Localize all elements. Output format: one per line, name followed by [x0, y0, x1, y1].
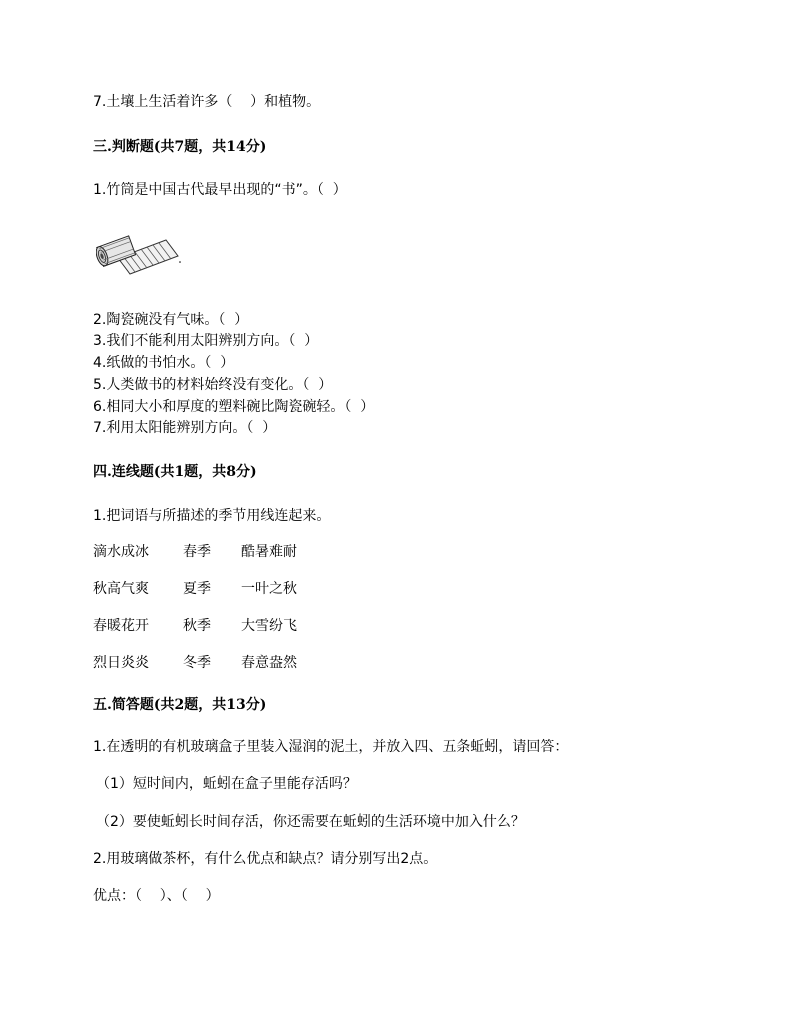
- idiom-right: 一叶之秋: [241, 581, 297, 597]
- judge-question-7: 7.利用太阳能辨别方向。（ ）: [93, 420, 277, 436]
- judge-question-4: 4.纸做的书怕水。（ ）: [93, 355, 235, 371]
- question-7-soil: 7.土壤上生活着许多（ ）和植物。: [93, 94, 321, 110]
- judge-question-2: 2.陶瓷碗没有气味。（ ）: [93, 312, 249, 328]
- judge-question-1: 1.竹筒是中国古代最早出现的“书”。（ ）: [93, 182, 347, 198]
- season: 春季: [183, 544, 211, 560]
- idiom-right: 春意盎然: [241, 655, 297, 671]
- season: 夏季: [183, 581, 211, 597]
- idiom-left: 秋高气爽: [93, 581, 149, 597]
- idiom-left: 春暖花开: [93, 618, 149, 634]
- matching-question-1: 1.把词语与所描述的季节用线连起来。: [93, 508, 331, 524]
- section-5-heading: 五.简答题(共2题，共13分): [93, 697, 267, 713]
- judge-question-3: 3.我们不能利用太阳辨别方向。（ ）: [93, 333, 319, 349]
- short-answer-question-1: 1.在透明的有机玻璃盒子里装入湿润的泥土，并放入四、五条蚯蚓，请回答：: [93, 739, 569, 755]
- judge-question-5: 5.人类做书的材料始终没有变化。（ ）: [93, 377, 333, 393]
- section-4-heading: 四.连线题(共1题，共8分): [93, 464, 257, 480]
- section-3-heading: 三.判断题(共7题，共14分): [93, 139, 267, 155]
- sub-question-1: （1）短时间内，蚯蚓在盒子里能存活吗？: [96, 776, 357, 792]
- bamboo-scroll-icon: [96, 228, 182, 280]
- advantages-answer: 优点：（ ）、（ ）: [93, 888, 220, 904]
- sub-question-2: （2）要使蚯蚓长时间存活，你还需要在蚯蚓的生活环境中加入什么？: [96, 814, 525, 830]
- idiom-left: 滴水成冰: [93, 544, 149, 560]
- idiom-right: 大雪纷飞: [241, 618, 297, 634]
- season: 冬季: [183, 655, 211, 671]
- season: 秋季: [183, 618, 211, 634]
- idiom-right: 酷暑难耐: [241, 544, 297, 560]
- idiom-left: 烈日炎炎: [93, 655, 149, 671]
- short-answer-question-2: 2.用玻璃做茶杯，有什么优点和缺点？请分别写出2点。: [93, 851, 438, 867]
- judge-question-6: 6.相同大小和厚度的塑料碗比陶瓷碗轻。（ ）: [93, 399, 375, 415]
